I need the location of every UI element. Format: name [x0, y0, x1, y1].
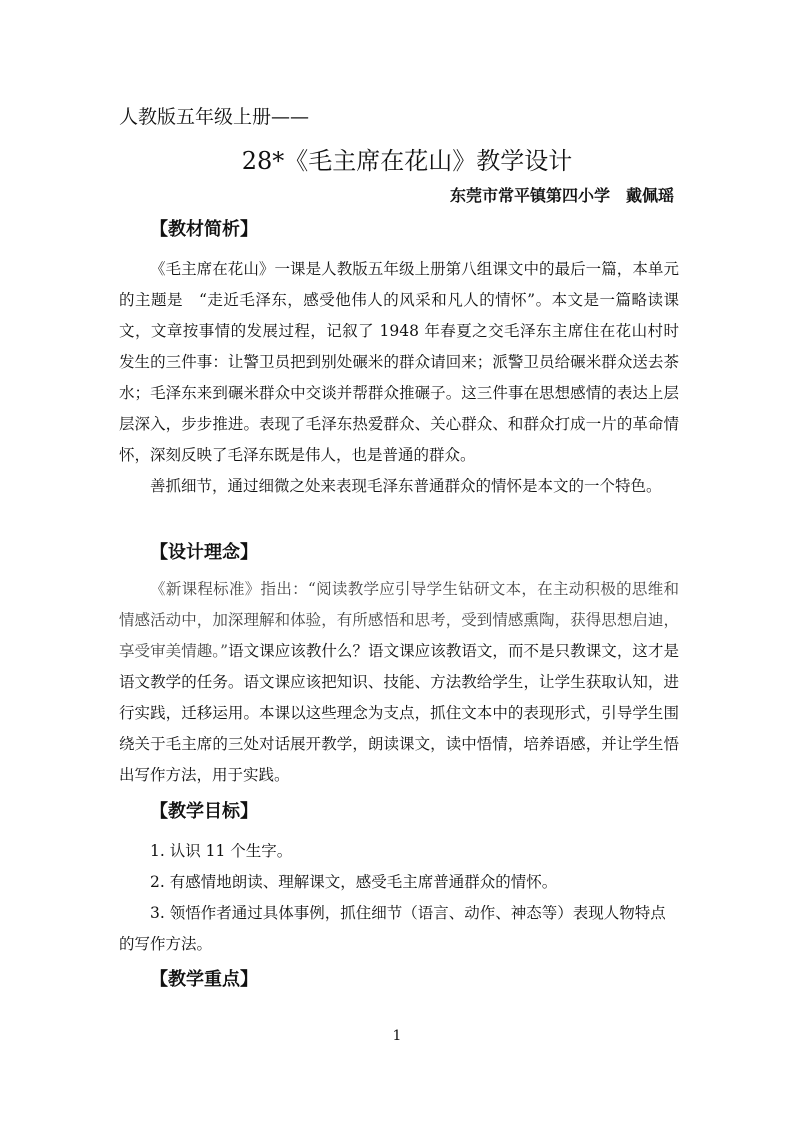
heading-teaching-goals: 【教学目标】 — [150, 801, 258, 822]
concept-paragraph — [119, 574, 679, 791]
heading-teaching-focus: 【教学重点】 — [150, 969, 258, 990]
goal-item-2: 2. 有感情地朗读、理解课文，感受毛主席普通群众的情怀。 — [150, 873, 558, 891]
document-title — [0, 145, 794, 177]
material-paragraph-2: 善抓细节，通过细微之处来表现毛泽东普通群众的情怀是本文的一个特色。 — [150, 477, 662, 495]
goal-item-1: 1. 认识 11 个生字。 — [150, 842, 293, 860]
concept-body: 语文课应该教什么？语文课应该教语文，而不是只教课文，这才是语文教学的任务。语文课应该把知识、技能、方法教给学生，让学生获取认知，进行实践，迁移运用。本课以这些理念为支点，抓住文本中的表现形式，引导学生围绕关于毛主席的三处对话展开教学，朗读课文，读中悟情，培养语感，并让学生悟出写作方法，用于实践。 — [119, 642, 679, 784]
curriculum-standard-quote: 《新课程标准》指出：“阅读教学应引导学生钻研文本，在主动积极的思维和情感活动中，加深理解和体验，有所感悟和思考，受到情感熏陶，获得思想启迪，享受审美情趣。” — [119, 580, 679, 660]
page-number: 1 — [392, 1028, 402, 1044]
document-title-text: 28*《毛主席在花山》教学设计 — [241, 147, 573, 175]
heading-material-analysis: 【教材简析】 — [150, 219, 258, 240]
material-paragraph-1: 《毛主席在花山》一课是人教版五年级上册第八组课文中的最后一篇，本单元的主题是 “走近毛泽东，感受他伟人的风采和凡人的情怀”。本文是一篇略读课文，文章按事情的发展过程，记叙了 1948 年春夏之交毛泽东主席住在花山村时发生的三件事：让警卫员把到别处碾米的群众请回来；派警卫员给碾米群众送去茶水；毛泽东来到碾米群众中交谈并帮群众推碾子。这三件事在思想感情的表达上层层深入，步步推进。表现了毛泽东热爱群众、关心群众、和群众打成一片的革命情怀，深刻反映了毛泽东既是伟人，也是普通的群众。 — [119, 260, 679, 464]
heading-design-concept: 【设计理念】 — [150, 542, 258, 563]
series-line: 人教版五年级上册—— — [119, 106, 310, 128]
author-line: 东莞市常平镇第四小学 戴佩瑶 — [449, 186, 674, 205]
goal-item-3: 3. 领悟作者通过具体事例，抓住细节（语言、动作、神态等）表现人物特点的写作方法。 — [119, 904, 666, 953]
